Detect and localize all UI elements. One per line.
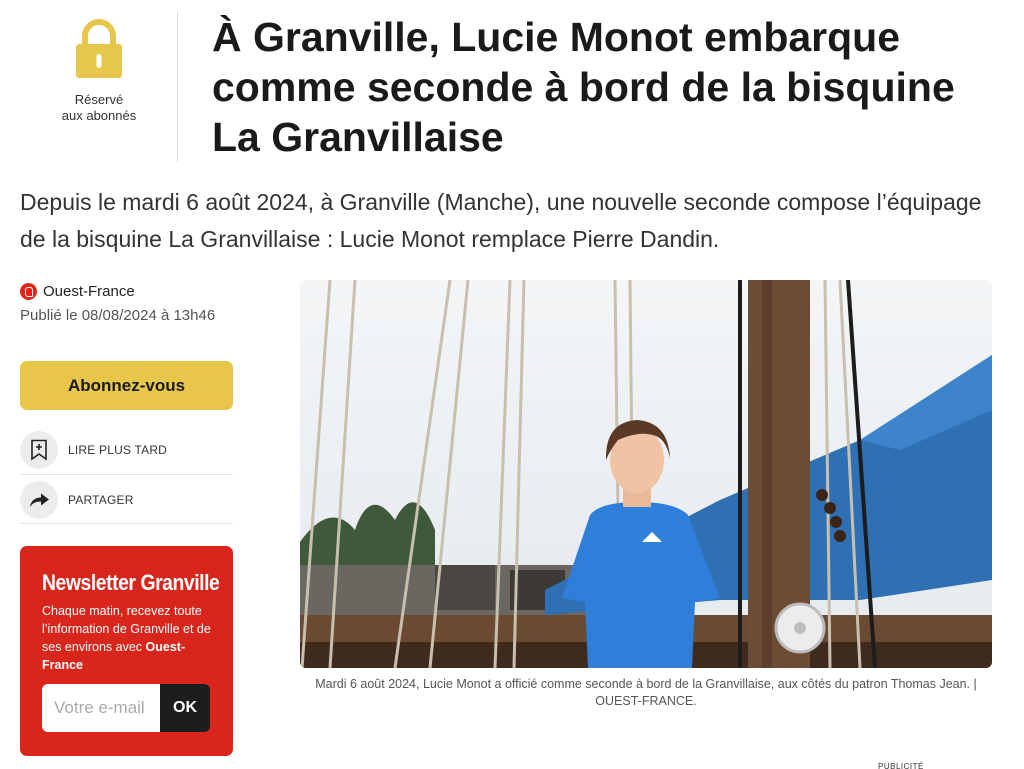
subscriber-label-line2: aux abonnés: [61, 108, 137, 123]
read-later-icon-circle: [20, 431, 58, 469]
subscribe-button[interactable]: Abonnez-vous: [20, 361, 233, 410]
lock-icon: [73, 18, 125, 78]
photo-caption: Mardi 6 août 2024, Lucie Monot a officié comme seconde à bord de la Granvillaise, aux côtés du patron Thomas Jean. | OUEST-FRANCE.: [315, 677, 977, 708]
source-name: Ouest-France: [43, 282, 135, 300]
read-later-label: LIRE PLUS TARD: [68, 443, 168, 457]
article-source[interactable]: [20, 281, 135, 301]
subscriber-only-label: [20, 92, 178, 124]
share-button[interactable]: [20, 476, 233, 524]
share-label: PARTAGER: [68, 493, 134, 507]
read-later-button[interactable]: [20, 426, 233, 474]
newsletter-form: [42, 684, 210, 732]
share-icon-circle: [20, 481, 58, 519]
newsletter-description: [42, 602, 222, 674]
article-headline: À Granville, Lucie Monot embarque comme seconde à bord de la bisquine La Granvillaise: [212, 14, 955, 160]
newsletter-submit-button[interactable]: OK: [160, 684, 210, 732]
publish-date: Publié le 08/08/2024 à 13h46: [20, 307, 216, 324]
ouest-france-logo-icon: [20, 283, 37, 300]
newsletter-box: [20, 546, 233, 756]
newsletter-email-input[interactable]: [42, 684, 160, 732]
newsletter-title: Newsletter Granville: [42, 570, 220, 595]
article-photo[interactable]: [300, 280, 992, 668]
subscriber-only-block: [20, 18, 178, 162]
article-lead: Depuis le mardi 6 août 2024, à Granville (Manche), une nouvelle seconde compose l’équipage de la bisquine La Granvillaise : Lucie Monot remplace Pierre Dandin.: [20, 189, 982, 252]
action-divider: [20, 523, 233, 524]
action-divider: [20, 474, 233, 475]
subscriber-label-line1: Réservé: [74, 92, 124, 107]
newsletter-brand: Ouest-France: [42, 640, 186, 672]
bookmark-add-icon: [30, 439, 48, 461]
share-arrow-icon: [28, 492, 50, 508]
ad-label: PUBLICITÉ: [878, 762, 924, 769]
photo-illustration: [300, 280, 992, 668]
newsletter-text: Chaque matin, recevez toute l’information de Granville et de ses environs avec: [42, 604, 211, 654]
header-divider: [177, 12, 178, 162]
